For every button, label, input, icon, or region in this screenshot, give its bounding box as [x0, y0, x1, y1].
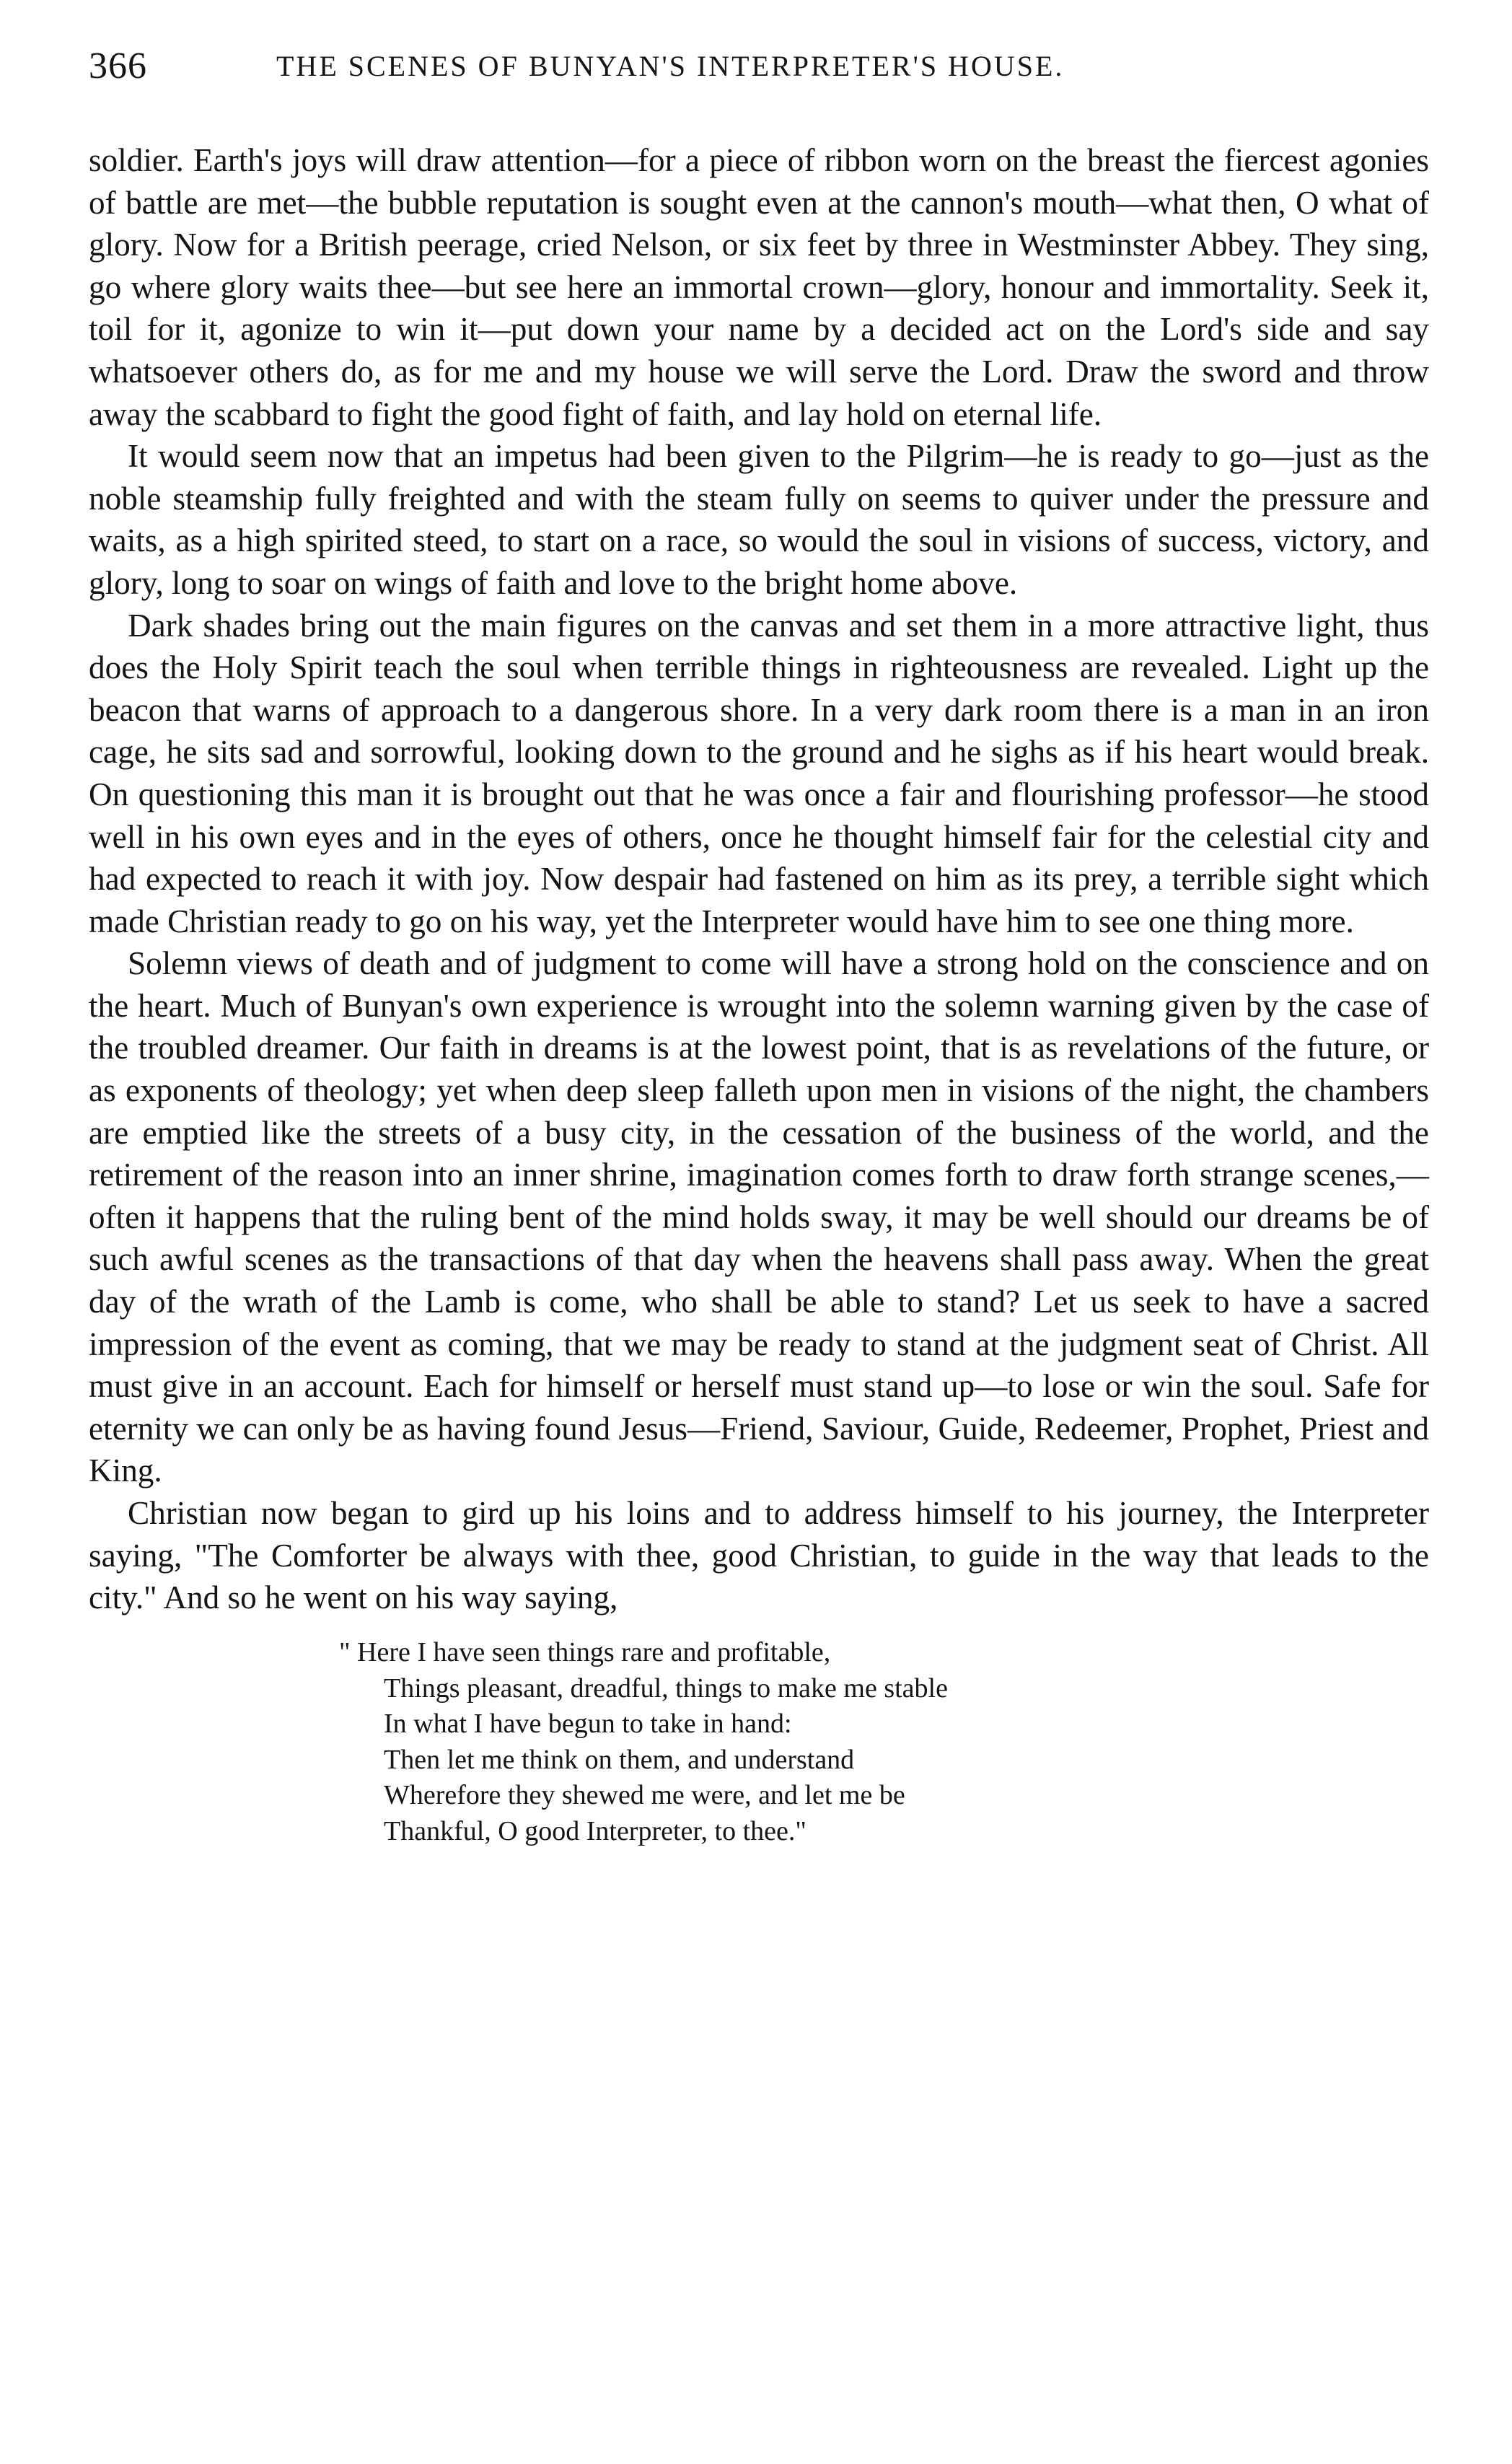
verse-line: In what I have begun to take in hand: [384, 1709, 792, 1739]
verse-line: Thankful, O good Interpreter, to thee." [384, 1815, 806, 1846]
verse-quotation [339, 1635, 1277, 1849]
page-header [89, 45, 1430, 102]
body-text [89, 139, 1429, 1619]
verse-line: Wherefore they shewed me were, and let me be [384, 1780, 905, 1810]
paragraph: soldier. Earth's joys will draw attention—for a piece of ribbon worn on the breast the fiercest agonies of battle are met—the bubble reputation is sought even at the cannon's mouth—what then, O what of glory. Now for a British peerage, cried Nelson, or six feet by three in Westminster Abbey. They sing, go where glory waits thee—but see here an immortal crown—glory, honour and immortality. Seek it, toil for it, agonize to win it—put down your name by a decided act on the Lord's side and say whatsoever others do, as for me and my house we will serve the Lord. Draw the sword and throw away the scabbard to fight the good fight of faith, and lay hold on eternal life. [89, 142, 1429, 432]
verse-line: Things pleasant, dreadful, things to make me stable [384, 1672, 948, 1704]
paragraph: Christian now began to gird up his loins and to address himself to his journey, the Interpreter saying, "The Comforter be always with thee, good Christian, to guide in the way that leads to the city." And so he went on his way saying, [89, 1495, 1429, 1616]
running-title: THE SCENES OF BUNYAN'S INTERPRETER'S HOUSE. [276, 50, 1065, 82]
page-number: 366 [89, 45, 147, 87]
paragraph: It would seem now that an impetus had been given to the Pilgrim—he is ready to go—just as the noble steamship fully freighted and with the steam fully on seems to quiver under the pressure and waits, as a high spirited steed, to start on a race, so would the soul in visions of success, victory, and glory, long to soar on wings of faith and love to the bright home above. [89, 438, 1429, 601]
verse-line: " Here I have seen things rare and profitable, [339, 1637, 831, 1667]
verse-line: Then let me think on them, and understand [384, 1744, 855, 1775]
paragraph: Solemn views of death and of judgment to come will have a strong hold on the conscience and on the heart. Much of Bunyan's own experience is wrought into the solemn warning given by the case of the troubled dreamer. Our faith in dreams is at the lowest point, that is as revelations of the future, or as exponents of theology; yet when deep sleep falleth upon men in visions of the night, the chambers are emptied like the streets of a busy city, in the cessation of the business of the world, and the retirement of the reason into an inner shrine, imagination comes forth to draw forth strange scenes,—often it happens that the ruling bent of the mind holds sway, it may be well should our dreams be of such awful scenes as the transactions of that day when the heavens shall pass away. When the great day of the wrath of the Lamb is come, who shall be able to stand? Let us seek to have a sacred impression of the event as coming, that we may be ready to stand at the judgment seat of Christ. All must give in an account. Each for himself or herself must stand up—to lose or win the soul. Safe for eternity we can only be as having found Jesus—Friend, Saviour, Guide, Redeemer, Prophet, Priest and King. [89, 945, 1429, 1489]
paragraph: Dark shades bring out the main figures on the canvas and set them in a more attractive light, thus does the Holy Spirit teach the soul when terrible things in righteousness are revealed. Light up the beacon that warns of approach to a dangerous shore. In a very dark room there is a man in an iron cage, he sits sad and sorrowful, looking down to the ground and he sighs as if his heart would break. On questioning this man it is brought out that he was once a fair and flourishing professor—he stood well in his own eyes and in the eyes of others, once he thought himself fair for the celestial city and had expected to reach it with joy. Now despair had fastened on him as its prey, a terrible sight which made Christian ready to go on his way, yet the Interpreter would have him to see one thing more. [89, 607, 1429, 939]
